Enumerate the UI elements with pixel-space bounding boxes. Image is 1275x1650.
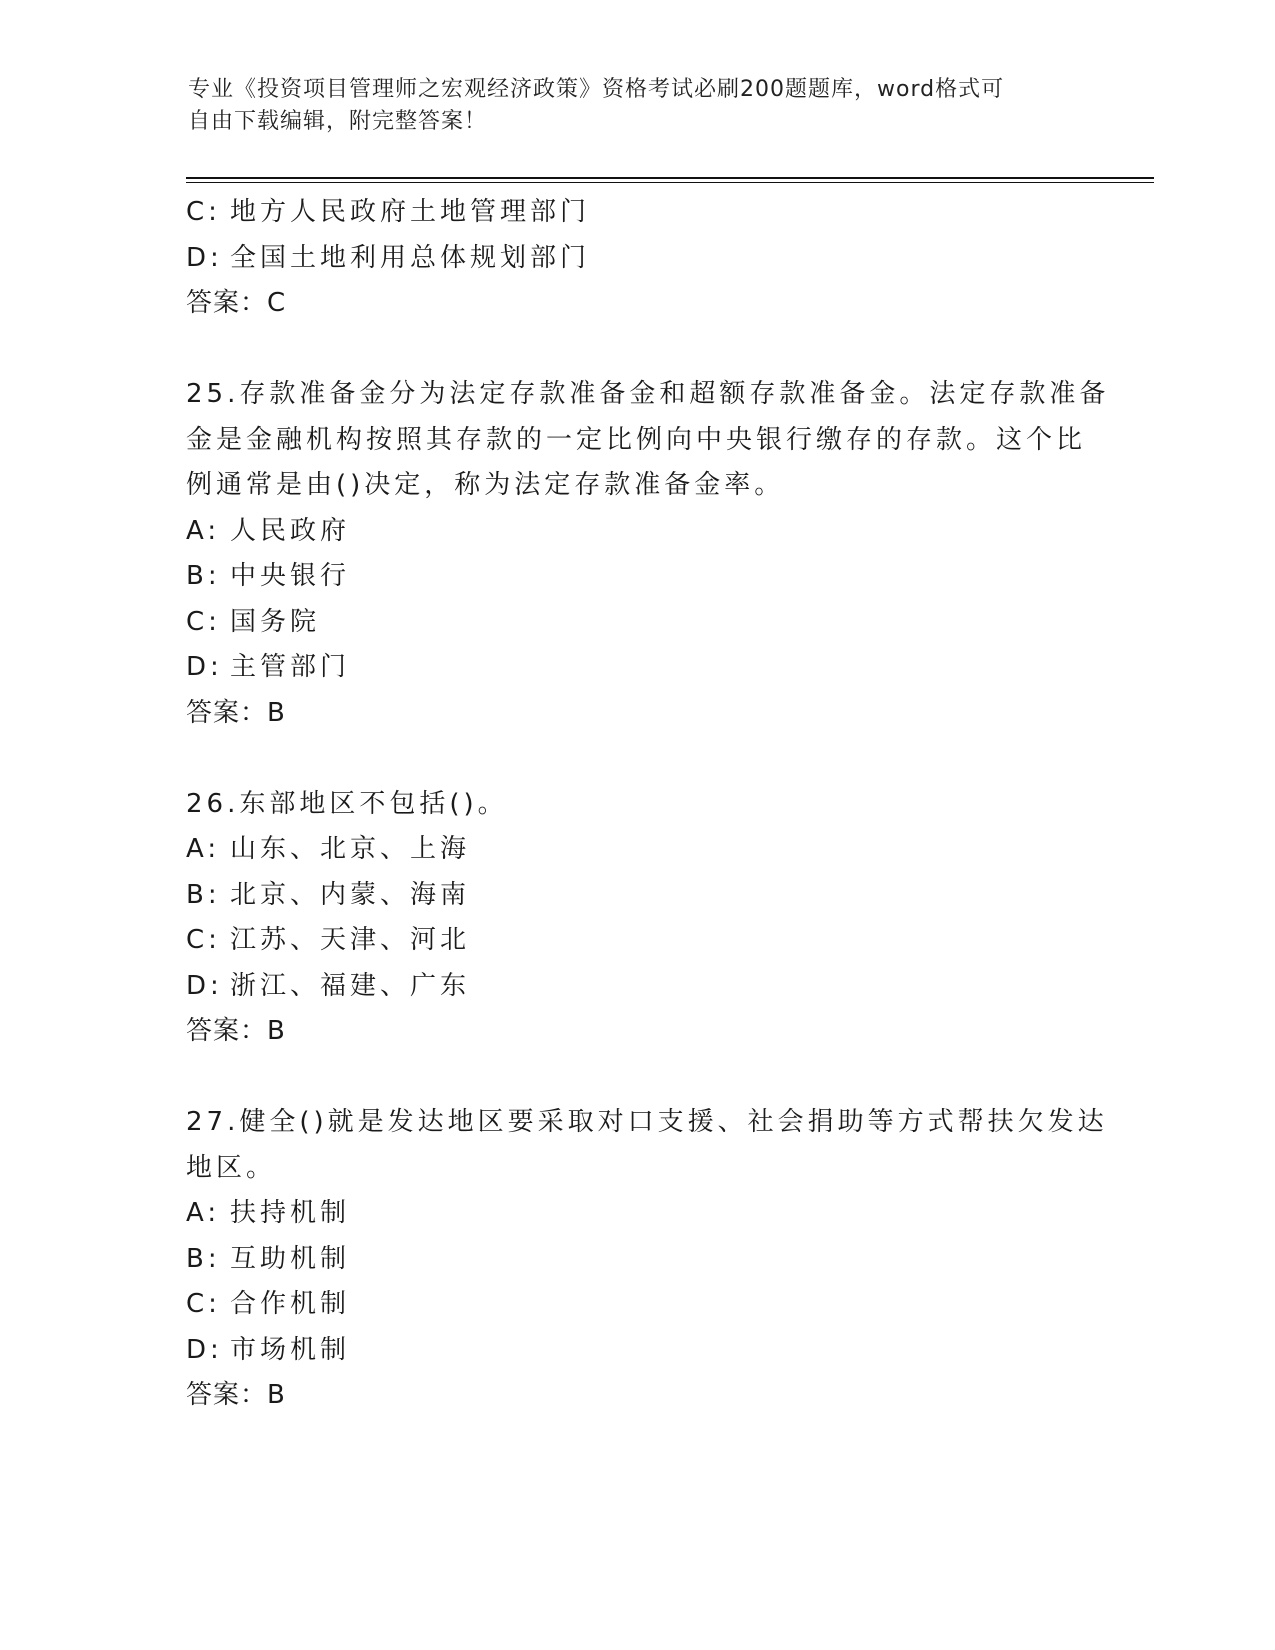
question-stem-line: 地区。 — [186, 1152, 277, 1183]
answer-line: 答案：B — [186, 1016, 286, 1046]
option-key: C: — [186, 925, 221, 955]
question-25 — [186, 372, 1110, 736]
header-divider-thick — [186, 177, 1154, 179]
option-c — [186, 190, 1086, 236]
option-a — [186, 509, 1086, 555]
question-list — [186, 190, 1110, 1419]
question-stem-line: 27.健全()就是发达地区要采取对口支援、社会捐助等方式帮扶欠发达 — [186, 1107, 1108, 1137]
option-text: 江苏、天津、河北 — [230, 925, 471, 955]
option-text: 中央银行 — [230, 561, 351, 591]
option-key: C: — [186, 197, 221, 227]
answer-line: 答案：B — [186, 1380, 286, 1410]
option-d — [186, 964, 1086, 1010]
option-text: 合作机制 — [230, 1289, 351, 1319]
option-key: A: — [186, 834, 221, 864]
option-key: D: — [186, 970, 223, 1001]
option-c — [186, 600, 1086, 646]
option-d — [186, 645, 1086, 691]
option-text: 国务院 — [230, 606, 321, 637]
option-d — [186, 1328, 1086, 1374]
header-title-line-1: 专业《投资项目管理师之宏观经济政策》资格考试必刷200题题库，word格式可 — [188, 77, 1005, 102]
document-header — [188, 74, 1088, 138]
question-27 — [186, 1100, 1108, 1419]
option-key: A: — [186, 1198, 221, 1228]
option-key: C: — [186, 606, 221, 637]
option-key: D: — [186, 652, 223, 682]
option-a — [186, 1191, 1086, 1237]
answer-line: 答案：B — [186, 697, 286, 728]
question-stem-line: 25.存款准备金分为法定存款准备金和超额存款准备金。法定存款准备 — [186, 379, 1110, 409]
spacer — [186, 1055, 1086, 1101]
option-key: A: — [186, 515, 221, 546]
option-b — [186, 1237, 1086, 1283]
option-key: B: — [186, 879, 221, 910]
option-d — [186, 236, 1086, 282]
option-text: 全国土地利用总体规划部门 — [230, 242, 591, 273]
spacer — [186, 327, 1086, 373]
header-title-line-2: 自由下载编辑，附完整答案！ — [188, 109, 488, 134]
option-text: 互助机制 — [230, 1243, 351, 1274]
option-key: C: — [186, 1289, 221, 1319]
option-key: D: — [186, 1334, 223, 1365]
spacer — [186, 736, 1086, 782]
option-text: 市场机制 — [230, 1334, 351, 1365]
header-divider-thin — [186, 182, 1154, 183]
question-stem-line: 例通常是由()决定，称为法定存款准备金率。 — [186, 470, 785, 500]
question-stem-line: 26.东部地区不包括()。 — [186, 788, 508, 819]
option-c — [186, 1282, 1086, 1328]
question-stem-line: 金是金融机构按照其存款的一定比例向中央银行缴存的存款。这个比 — [186, 424, 1087, 455]
option-key: B: — [186, 1243, 221, 1274]
option-key: D: — [186, 242, 223, 273]
previous-question-tail — [186, 190, 1086, 327]
option-a — [186, 827, 1086, 873]
question-26 — [186, 782, 1086, 1055]
option-text: 主管部门 — [230, 652, 351, 682]
option-text: 扶持机制 — [230, 1198, 351, 1228]
option-b — [186, 873, 1086, 919]
answer-line: 答案：C — [186, 288, 287, 318]
option-key: B: — [186, 561, 221, 591]
option-text: 北京、内蒙、海南 — [230, 879, 471, 910]
option-text: 浙江、福建、广东 — [230, 970, 471, 1001]
option-c — [186, 918, 1086, 964]
option-text: 地方人民政府土地管理部门 — [230, 197, 591, 227]
option-text: 山东、北京、上海 — [230, 834, 471, 864]
option-b — [186, 554, 1086, 600]
option-text: 人民政府 — [230, 515, 351, 546]
